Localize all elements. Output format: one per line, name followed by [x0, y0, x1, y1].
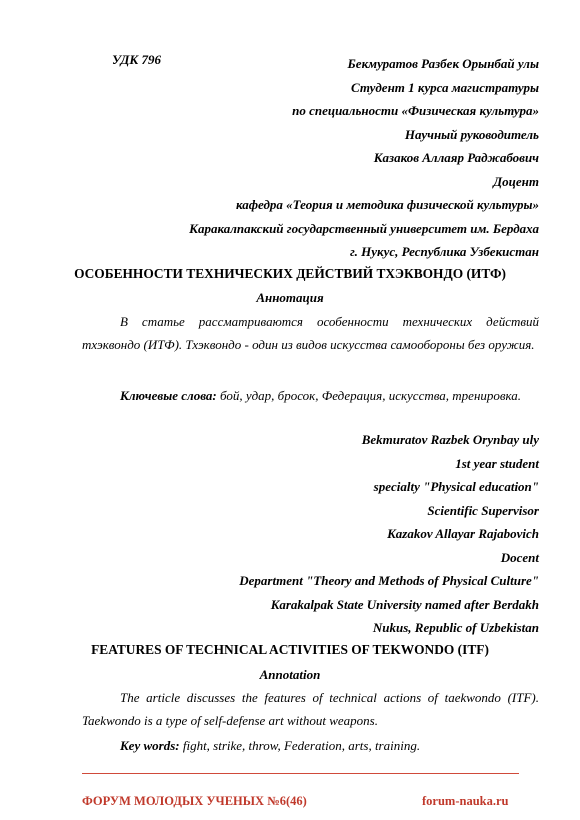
- en-city: Nukus, Republic of Uzbekistan: [372, 620, 539, 635]
- udk-code: УДК 796: [112, 52, 161, 67]
- ru-city: г. Нукус, Республика Узбекистан: [350, 244, 539, 259]
- en-keywords-list: fight, strike, throw, Federation, arts, training.: [179, 738, 421, 753]
- en-author-name: Bekmuratov Razbek Orynbay uly: [361, 432, 539, 447]
- footer-divider: [82, 773, 519, 774]
- en-supervisor-rank: Docent: [500, 549, 539, 565]
- en-author-status: 1st year student: [455, 455, 539, 471]
- en-university: Karakalpak State University named after Berdakh: [270, 596, 539, 612]
- footer-site-link[interactable]: forum-nauka.ru: [422, 794, 509, 808]
- ru-university: Каракалпакский государственный университет им. Бердаха: [189, 220, 539, 236]
- en-supervisor-label: Scientific Supervisor: [427, 502, 539, 518]
- en-author-specialty: specialty "Physical education": [373, 479, 539, 494]
- ru-keywords: [82, 384, 539, 407]
- ru-keywords-list: бой, удар, бросок, Федерация, искусства, тренировка.: [216, 388, 522, 403]
- ru-author-name: Бекмуратов Разбек Орынбай улы: [347, 56, 539, 71]
- en-annotation-text: [82, 686, 539, 732]
- ru-author-status: Студент 1 курса магистратуры: [350, 79, 539, 95]
- en-supervisor-name: Kazakov Allayar Rajabovich: [387, 526, 539, 541]
- footer-journal: ФОРУМ МОЛОДЫХ УЧЕНЫХ №6(46): [82, 794, 307, 808]
- ru-author-block: [189, 52, 539, 264]
- en-keywords: [82, 734, 539, 757]
- ru-supervisor-rank: Доцент: [493, 173, 539, 189]
- en-annotation-heading: Annotation: [259, 667, 321, 682]
- ru-article-title: ОСОБЕННОСТИ ТЕХНИЧЕСКИХ ДЕЙСТВИЙ ТХЭКВОНДО (ИТФ): [74, 266, 506, 281]
- ru-department: кафедра «Теория и методика физической культуры»: [235, 197, 539, 212]
- en-department: Department "Theory and Methods of Physical Culture": [239, 573, 539, 588]
- en-author-block: [239, 428, 539, 640]
- ru-annotation-heading: Аннотация: [256, 290, 324, 305]
- ru-annotation-text: [82, 310, 539, 356]
- ru-author-specialty: по специальности «Физическая культура»: [292, 103, 539, 118]
- en-annotation-body: The article discusses the features of technical actions of taekwondo (ITF). Taekwondo is a type of self-defense art without weapons.: [82, 690, 539, 728]
- en-article-title: FEATURES OF TECHNICAL ACTIVITIES OF TEKWONDO (ITF): [91, 642, 489, 657]
- en-keywords-label: Key words:: [120, 738, 180, 753]
- ru-keywords-label: Ключевые слова:: [120, 388, 217, 403]
- ru-supervisor-name: Казаков Аллаяр Раджабович: [373, 150, 539, 165]
- ru-supervisor-label: Научный руководитель: [404, 126, 539, 142]
- ru-annotation-body: В статье рассматриваются особенности технических действий тхэквондо (ИТФ). Тхэквондо - один из видов искусства самообороны без оружия.: [82, 314, 539, 352]
